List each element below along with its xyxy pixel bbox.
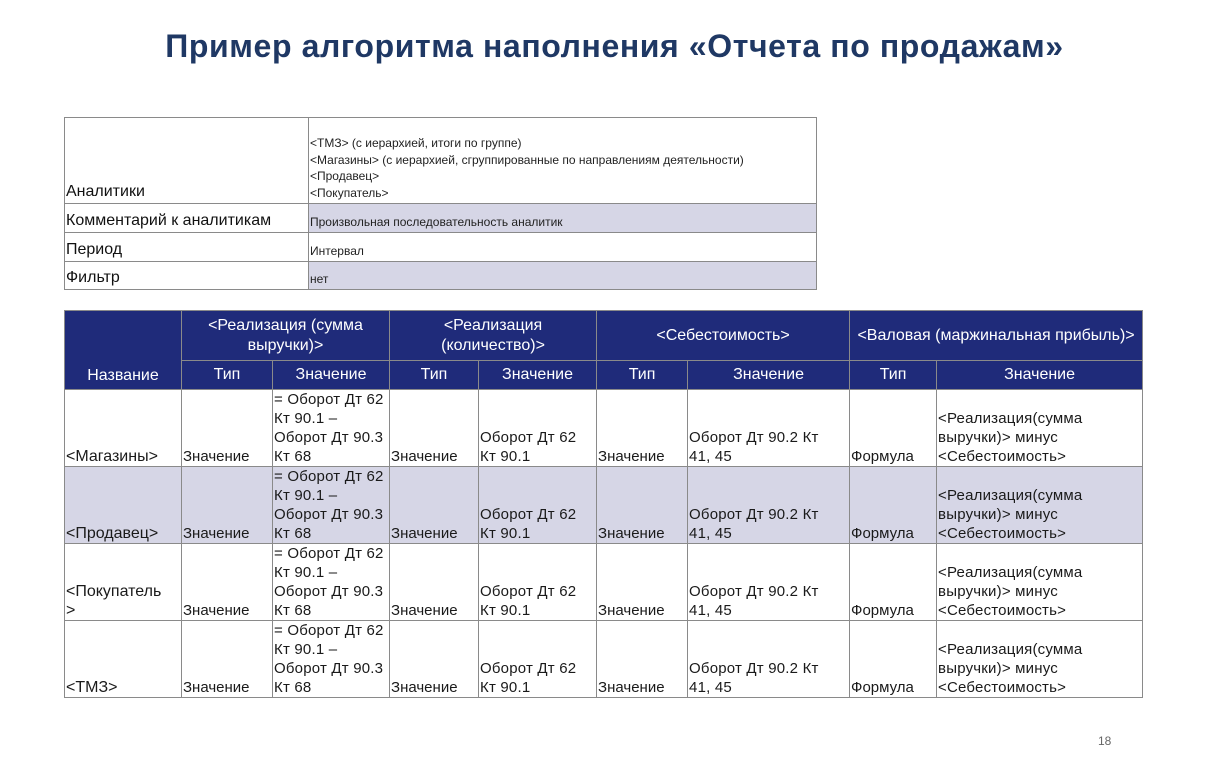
cell-type: Формула	[850, 467, 937, 544]
group-header-cost: <Себестоимость>	[597, 311, 850, 361]
cell-value: <Реализация(сумма выручки)> минус <Себестоимость>	[937, 621, 1143, 698]
cell-value: <Реализация(сумма выручки)> минус <Себестоимость>	[937, 544, 1143, 621]
param-label: Комментарий к аналитикам	[65, 204, 309, 232]
param-value: Интервал	[310, 243, 364, 258]
param-label: Фильтр	[65, 262, 309, 289]
row-name: <ТМЗ>	[65, 621, 182, 698]
subheader-type: Тип	[390, 361, 479, 390]
group-header-revenue-qty: <Реализация (количество)>	[390, 311, 597, 361]
cell-value: Оборот Дт 62 Кт 90.1	[479, 544, 597, 621]
param-row-analytics	[65, 118, 816, 203]
subheader-type: Тип	[182, 361, 273, 390]
row-name: <Продавец>	[65, 467, 182, 544]
cell-type: Формула	[850, 621, 937, 698]
cell-value: = Оборот Дт 62 Кт 90.1 – Оборот Дт 90.3 Кт 68	[273, 544, 390, 621]
group-header-gross-profit: <Валовая (маржинальная прибыль)>	[850, 311, 1143, 361]
row-name: <Магазины>	[65, 390, 182, 467]
table-row	[65, 544, 1143, 621]
param-row-comment	[65, 203, 816, 232]
subheader-value: Значение	[688, 361, 850, 390]
group-header-revenue-sum: <Реализация (сумма выручки)>	[182, 311, 390, 361]
cell-value: = Оборот Дт 62 Кт 90.1 – Оборот Дт 90.3 Кт 68	[273, 467, 390, 544]
cell-value: Оборот Дт 90.2 Кт 41, 45	[688, 544, 850, 621]
cell-type: Значение	[597, 544, 688, 621]
subheader-value: Значение	[479, 361, 597, 390]
table-row	[65, 467, 1143, 544]
cell-type: Значение	[182, 621, 273, 698]
param-label: Период	[65, 233, 309, 261]
cell-value: = Оборот Дт 62 Кт 90.1 – Оборот Дт 90.3 Кт 68	[273, 621, 390, 698]
cell-type: Значение	[390, 621, 479, 698]
name-header: Название	[65, 311, 182, 390]
cell-type: Значение	[597, 621, 688, 698]
cell-type: Значение	[182, 390, 273, 467]
param-value: Произвольная последовательность аналитик	[309, 204, 816, 232]
cell-type: Значение	[390, 467, 479, 544]
page-number: 18	[1098, 734, 1112, 748]
subheader-type: Тип	[850, 361, 937, 390]
cell-type: Значение	[390, 390, 479, 467]
cell-type: Формула	[850, 544, 937, 621]
cell-value: Оборот Дт 62 Кт 90.1	[479, 467, 597, 544]
subheader-value: Значение	[937, 361, 1143, 390]
subheader-value: Значение	[273, 361, 390, 390]
page-title: Пример алгоритма наполнения «Отчета по продажам»	[165, 28, 1064, 64]
cell-type: Значение	[597, 467, 688, 544]
table-row	[65, 390, 1143, 467]
param-value: <ТМЗ> (с иерархией, итоги по группе) <Магазины> (с иерархией, сгруппированные по направлениям деятельности) <Продавец> <Покупатель>	[310, 136, 744, 200]
param-label: Аналитики	[65, 118, 309, 203]
cell-value: Оборот Дт 90.2 Кт 41, 45	[688, 467, 850, 544]
row-name: <Покупатель >	[65, 544, 182, 621]
cell-value: <Реализация(сумма выручки)> минус <Себестоимость>	[937, 390, 1143, 467]
parameters-table	[64, 117, 817, 290]
cell-value: <Реализация(сумма выручки)> минус <Себестоимость>	[937, 467, 1143, 544]
cell-value: Оборот Дт 62 Кт 90.1	[479, 621, 597, 698]
subheader-type: Тип	[597, 361, 688, 390]
cell-type: Значение	[597, 390, 688, 467]
cell-value: Оборот Дт 90.2 Кт 41, 45	[688, 390, 850, 467]
cell-value: Оборот Дт 90.2 Кт 41, 45	[688, 621, 850, 698]
param-row-period	[65, 232, 816, 261]
cell-type: Значение	[390, 544, 479, 621]
param-row-filter	[65, 261, 816, 289]
cell-value: = Оборот Дт 62 Кт 90.1 – Оборот Дт 90.3 Кт 68	[273, 390, 390, 467]
cell-type: Формула	[850, 390, 937, 467]
cell-value: Оборот Дт 62 Кт 90.1	[479, 390, 597, 467]
cell-type: Значение	[182, 467, 273, 544]
param-value: нет	[309, 262, 816, 289]
report-table	[64, 310, 1143, 698]
table-row	[65, 621, 1143, 698]
cell-type: Значение	[182, 544, 273, 621]
